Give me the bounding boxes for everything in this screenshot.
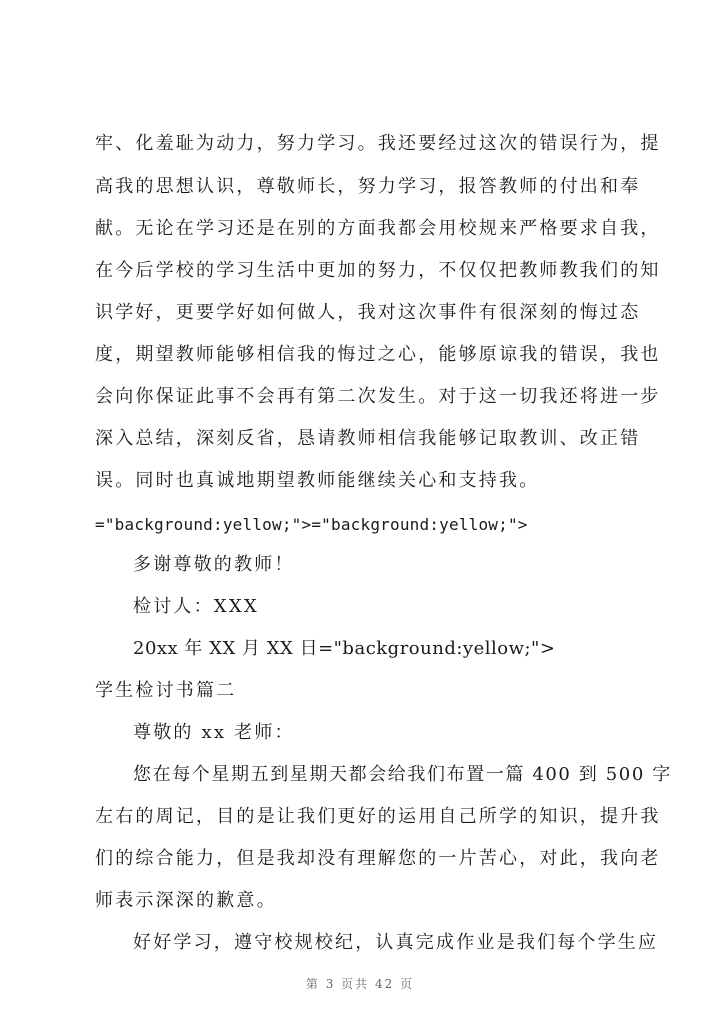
body-line: 高我的思想认识，尊敬师长，努力学习，报答教师的付出和奉	[95, 176, 641, 197]
body-line: 献。无论在学习还是在别的方面我都会用校规来严格要求自我，	[95, 218, 661, 239]
body-line: 们的综合能力，但是我却没有理解您的一片苦心，对此，我向老	[95, 848, 661, 869]
body-line: 在今后学校的学习生活中更加的努力，不仅仅把教师教我们的知	[95, 260, 661, 281]
body-line: 识学好，更要学好如何做人，我对这次事件有很深刻的悔过态	[95, 302, 641, 323]
body-line: 深入总结，深刻反省，恳请教师相信我能够记取教训、改正错	[95, 428, 641, 449]
body-line: 牢、化羞耻为动力，努力学习。我还要经过这次的错误行为，提	[95, 133, 661, 154]
thanks-line: 多谢尊敬的教师！	[133, 554, 295, 575]
page-number-footer: 第 3 页共 42 页	[305, 977, 415, 991]
body-line: 好好学习，遵守校规校纪，认真完成作业是我们每个学生应	[133, 932, 659, 953]
salutation-line: 尊敬的 xx 老师：	[133, 722, 295, 743]
body-line: 左右的周记，目的是让我们更好的运用自己所学的知识，提升我	[95, 806, 661, 827]
body-line: 误。同时也真诚地期望教师能继续关心和支持我。	[95, 470, 540, 491]
section-heading: 学生检讨书篇二	[95, 680, 237, 701]
date-line: 20xx 年 XX 月 XX 日="background:yellow;">	[133, 638, 556, 659]
body-line: 师表示深深的歉意。	[95, 890, 277, 911]
signer-line: 检讨人：XXX	[133, 596, 259, 617]
body-line: 度，期望教师能够相信我的悔过之心，能够原谅我的错误，我也	[95, 344, 661, 365]
markup-residue-line: ="background:yellow;">="background:yellow;">	[95, 515, 528, 534]
body-line: 您在每个星期五到星期天都会给我们布置一篇 400 到 500 字	[133, 764, 672, 785]
body-line: 会向你保证此事不会再有第二次发生。对于这一切我还将进一步	[95, 386, 661, 407]
